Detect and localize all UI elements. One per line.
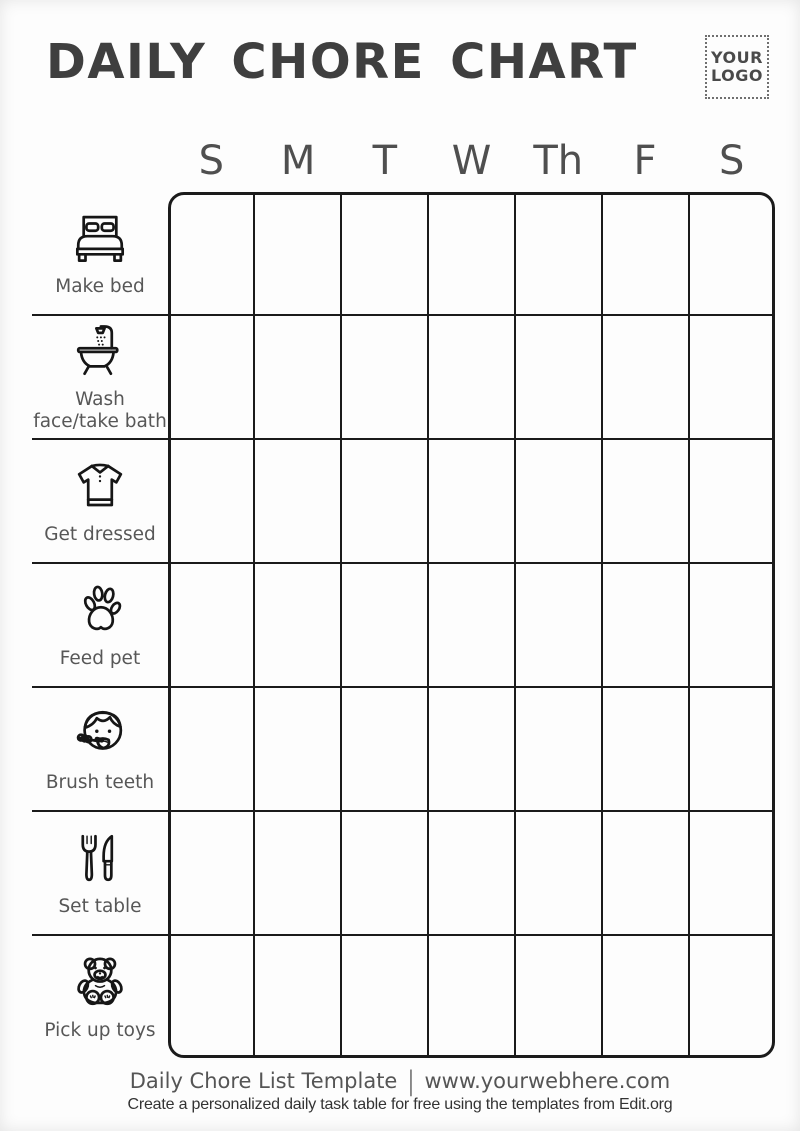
grid-cell[interactable]	[168, 316, 253, 438]
chore-label-cell	[32, 936, 168, 1058]
grid-cell[interactable]	[688, 192, 775, 314]
grid-cell[interactable]	[427, 936, 514, 1058]
grid-cell[interactable]	[601, 812, 688, 934]
grid-cell[interactable]	[253, 936, 340, 1058]
day-header-monday: M	[280, 138, 316, 184]
chore-chart-grid	[32, 192, 775, 1058]
grid-cell[interactable]	[514, 192, 601, 314]
grid-cell[interactable]	[427, 192, 514, 314]
day-header-row	[168, 124, 775, 186]
chore-label-cell	[32, 316, 168, 438]
footer-website: www.yourwebhere.com	[424, 1069, 671, 1093]
chore-label: Wash face/take bath	[33, 388, 167, 432]
chore-label-cell	[32, 440, 168, 562]
grid-cell[interactable]	[688, 440, 775, 562]
chore-row-set-table	[32, 812, 775, 936]
chore-label-cell	[32, 812, 168, 934]
chore-label: Set table	[58, 895, 142, 917]
footer-credit	[0, 1066, 800, 1097]
grid-cell[interactable]	[601, 564, 688, 686]
grid-cell[interactable]	[514, 812, 601, 934]
grid-cell[interactable]	[601, 192, 688, 314]
grid-cell[interactable]	[340, 316, 427, 438]
chore-label-cell	[32, 564, 168, 686]
grid-cell[interactable]	[514, 440, 601, 562]
chore-label: Brush teeth	[45, 771, 155, 793]
grid-cell[interactable]	[253, 440, 340, 562]
grid-cell[interactable]	[253, 812, 340, 934]
cutlery-icon	[71, 829, 129, 887]
chore-label: Feed pet	[59, 647, 141, 669]
chore-row-get-dressed	[32, 440, 775, 564]
grid-cell[interactable]	[253, 688, 340, 810]
grid-cell[interactable]	[253, 316, 340, 438]
chore-row-pick-up-toys	[32, 936, 775, 1058]
grid-cell[interactable]	[601, 440, 688, 562]
grid-cell[interactable]	[168, 440, 253, 562]
grid-cell[interactable]	[514, 936, 601, 1058]
grid-cell[interactable]	[688, 812, 775, 934]
grid-cell[interactable]	[688, 936, 775, 1058]
grid-cell[interactable]	[340, 936, 427, 1058]
page-title: DAILY CHORE CHART	[46, 34, 638, 90]
grid-cell[interactable]	[340, 192, 427, 314]
grid-cell[interactable]	[427, 564, 514, 686]
grid-cell[interactable]	[427, 812, 514, 934]
footer-template-name: Daily Chore List Template	[129, 1069, 398, 1093]
grid-cell[interactable]	[253, 192, 340, 314]
day-header-tuesday: T	[372, 138, 398, 184]
chore-label-cell	[32, 688, 168, 810]
grid-cell[interactable]	[601, 936, 688, 1058]
grid-cell[interactable]	[168, 812, 253, 934]
day-header-sunday: S	[198, 138, 225, 184]
brush-teeth-icon	[71, 705, 129, 763]
day-header-thursday: Th	[533, 138, 584, 184]
logo-line2: LOGO	[711, 66, 763, 85]
logo-line1: YOUR	[711, 47, 763, 67]
bed-icon	[71, 209, 129, 267]
grid-cell[interactable]	[601, 316, 688, 438]
grid-cell[interactable]	[514, 688, 601, 810]
footer-separator: |	[406, 1066, 416, 1097]
grid-cell[interactable]	[168, 688, 253, 810]
grid-cell[interactable]	[427, 440, 514, 562]
grid-cell[interactable]	[340, 440, 427, 562]
teddy-bear-icon	[71, 953, 129, 1011]
paw-icon	[71, 581, 129, 639]
grid-cell[interactable]	[427, 316, 514, 438]
chore-label: Get dressed	[44, 523, 156, 545]
footer-tagline: Create a personalized daily task table for free using the templates from Edit.org	[127, 1096, 673, 1113]
grid-cell[interactable]	[688, 564, 775, 686]
grid-cell[interactable]	[168, 192, 253, 314]
chore-label-cell	[32, 192, 168, 314]
shirt-icon	[71, 457, 129, 515]
grid-cell[interactable]	[427, 688, 514, 810]
chore-label: Pick up toys	[44, 1019, 156, 1041]
grid-cell[interactable]	[688, 688, 775, 810]
day-header-saturday: S	[718, 138, 745, 184]
grid-cell[interactable]	[340, 812, 427, 934]
day-header-friday: F	[633, 138, 657, 184]
chore-row-wash-face	[32, 316, 775, 440]
grid-cell[interactable]	[168, 936, 253, 1058]
grid-cell[interactable]	[340, 688, 427, 810]
grid-cell[interactable]	[253, 564, 340, 686]
chore-row-make-bed	[32, 192, 775, 316]
grid-cell[interactable]	[168, 564, 253, 686]
grid-cell[interactable]	[340, 564, 427, 686]
chore-label: Make bed	[55, 275, 145, 297]
grid-cell[interactable]	[601, 688, 688, 810]
chore-row-feed-pet	[32, 564, 775, 688]
chore-row-brush-teeth	[32, 688, 775, 812]
grid-cell[interactable]	[514, 564, 601, 686]
grid-cell[interactable]	[514, 316, 601, 438]
grid-cell[interactable]	[688, 316, 775, 438]
logo-placeholder	[705, 35, 769, 99]
bathtub-icon	[71, 322, 129, 380]
day-header-wednesday: W	[451, 138, 492, 184]
